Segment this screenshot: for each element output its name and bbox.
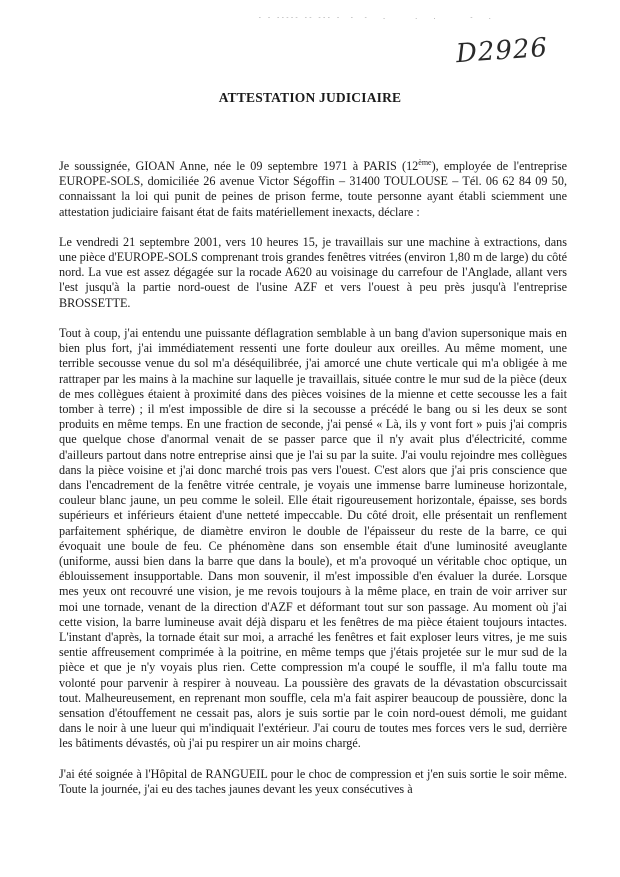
ordinal-superscript: ème xyxy=(418,158,432,167)
paragraph-context: Le vendredi 21 septembre 2001, vers 10 heures 15, je travaillais sur une machine à extractions, dans une pièce d'EUROPE-SOLS comprenant trois grandes fenêtres vitrées (environ 1,80 m de large) du côté nord. La vue est assez dégagée sur la rocade A620 au voisinage du carrefour de l'Anglade, allant vers l'est jusqu'à la partie nord-ouest de l'usine AZF et vers l'ouest à peu près jusqu'à l'entreprise BROSSETTE. xyxy=(59,234,567,310)
paragraph-hospital: J'ai été soignée à l'Hôpital de RANGUEIL pour le choc de compression et j'en suis sortie le soir même. Toute la journée, j'ai eu des taches jaunes devant les yeux consécutives à xyxy=(59,766,567,796)
paragraph-declarant: Je soussignée, GIOAN Anne, née le 09 septembre 1971 à PARIS (12ème), employée de l'entreprise EUROPE-SOLS, domiciliée 26 avenue Victor Ségoffin – 31400 TOULOUSE – Tél. 06 62 84 09 50, connaissant la loi qui punit de peines de prison ferme, toute personne ayant établi sciemment une attestation judiciaire faisant état de faits matériellement inexacts, déclare : xyxy=(59,158,567,219)
document-title: ATTESTATION JUDICIAIRE xyxy=(218,90,402,105)
document-body xyxy=(59,155,567,797)
handwritten-document-number: D2926 xyxy=(455,32,549,70)
paragraph-testimony: Tout à coup, j'ai entendu une puissante déflagration semblable à un bang d'avion supersonique mais en bien plus fort, j'ai immédiatement ressenti une forte douleur aux oreilles. Au même moment, une terrible secousse venue du sol m'a déséquilibrée, j'ai amorcé une chute verticale qui m'a obligée à me rattraper par les mains à la machine sur laquelle je travaillais, située contre le mur sud de la pièce (deux de mes collègues étaient à proximité dans des pièces voisines de la mienne et cette secousse les a fait tomber à terre) ; il m'est impossible de dire si la secousse a précédé le bang ou si les deux se sont produits en même temps. En une fraction de seconde, j'ai pensé « Là, ils y vont fort » puis j'ai compris que quelque chose d'anormal venait de se passer parce que il n'y avait plus d'électricité, comme d'ailleurs partout dans notre entreprise ainsi que je l'ai su par la suite. J'ai voulu rejoindre mes collègues dans la pièce voisine et j'ai donc marché trois pas vers l'ouest. C'est alors que j'ai pris conscience que dans l'encadrement de la fenêtre vitrée centrale, je voyais une immense barre lumineuse horizontale, couleur blanc jaune, un peu comme le soleil. Elle était rigoureusement horizontale, épaisse, ses bords supérieurs et inférieurs étaient d'une netteté impeccable. Du côté droit, elle présentait un renflement parfaitement sphérique, de diamètre environ le double de l'épaisseur du reste de la barre, ce qui évoquait une boule de feu. Ce phénomène dans son ensemble était d'une luminosité aveuglante (uniforme, aussi bien dans la barre que dans la boule), et m'a provoqué un véritable choc optique, un éblouissement insupportable. Dans mon souvenir, il m'est impossible d'en évaluer la durée. Lorsque mes yeux ont recouvré une vision, je me revois toujours à la même place, en train de voir arriver sur moi une tornade, venant de la direction d'AZF et déformant tout sur son passage. Au moment où j'ai cette vision, la barre lumineuse avait déjà disparu et les fenêtres de ma pièce étaient toujours intactes. L'instant d'après, la tornade était sur moi, a arraché les fenêtres et fait exploser leurs vitres, je me suis sentie affreusement comprimée à la poitrine, en même temps que j'étais projetée sur le mur sud de la pièce et que je n'y voyais plus rien. Cette compression m'a coupé le souffle, il m'a fallu toute ma volonté pour parvenir à respirer à nouveau. La poussière des gravats de la dévastation obscurcissait tout. Malheureusement, en reprenant mon souffle, cela m'a fait aspirer beaucoup de poussière, donc la sensation d'étouffement ne cessait pas, alors je suis sortie par le coin nord-ouest démoli, me guidant dans le noir à une lueur qui m'indiquait l'extérieur. J'ai couru de toutes mes forces vers le sud, derrière les bâtiments dévastés, où j'ai pu respirer un air moins chargé. xyxy=(59,325,567,751)
scan-marks: - - ----- -- --- - - - . . . - . xyxy=(258,14,493,21)
